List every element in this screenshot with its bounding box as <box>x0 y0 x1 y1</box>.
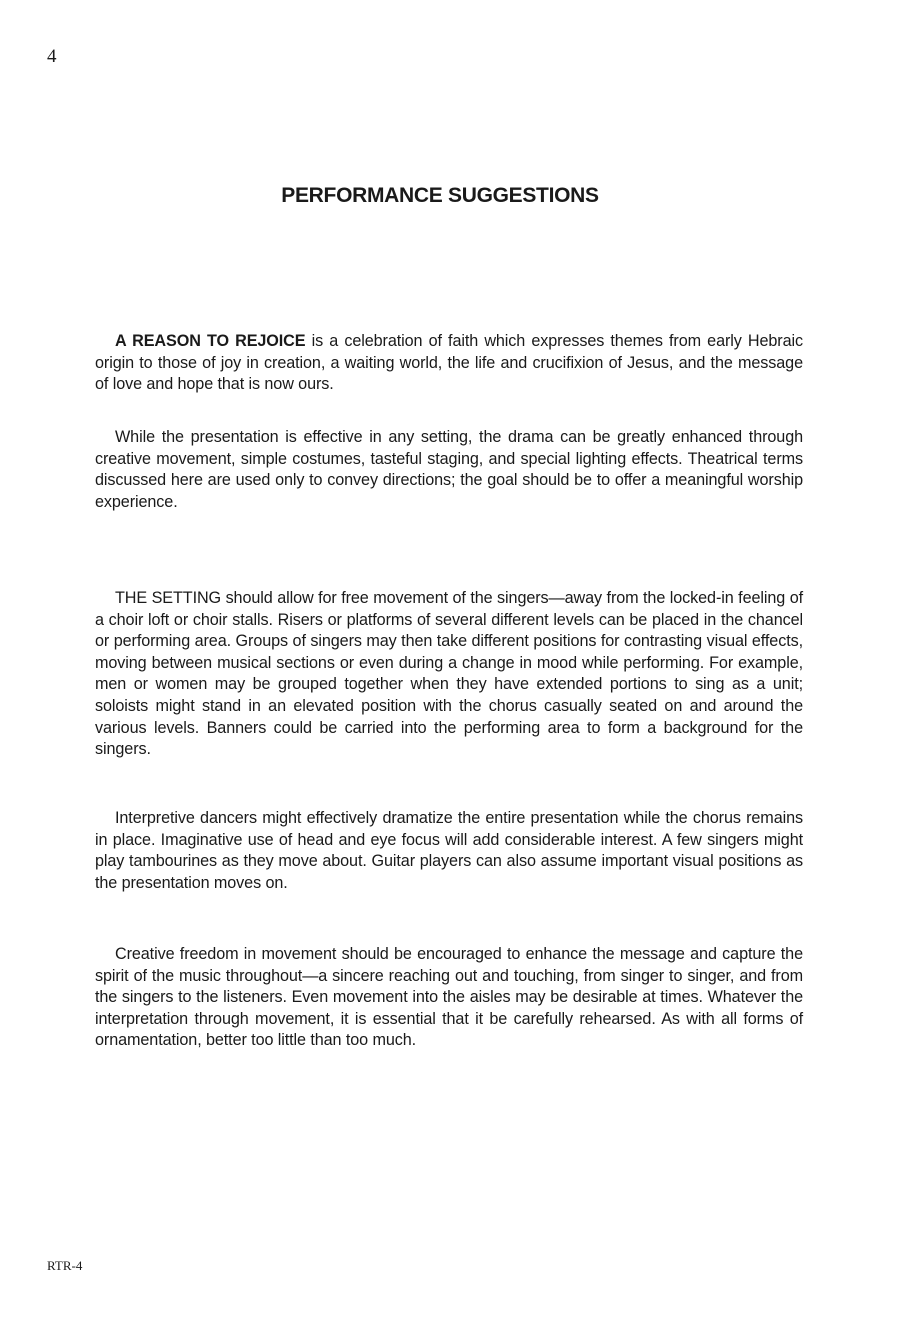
page-title: PERFORMANCE SUGGESTIONS <box>281 184 599 207</box>
footer-code: RTR-4 <box>47 1258 83 1273</box>
setting-paragraph: THE SETTING should allow for free movement of the singers—away from the locked-in feeling of a choir loft or choir stalls. Risers or platforms of several different levels can be placed in the chancel or performing area. Groups of singers may then take different positions for contrasting visual effects, moving between musical sections or even during a change in mood while performing. For example, men or women may be grouped together when they have extended portions to sing as a unit; soloists might stand in an elevated position with the chorus casually seated on and around the various levels. Banners could be carried into the performing area to form a background for the singers. <box>95 589 803 759</box>
presentation-paragraph: While the presentation is effective in any setting, the drama can be greatly enhanced through creative movement, simple costumes, tasteful staging, and special lighting effects. Theatrical terms discussed here are used only to convey directions; the goal should be to offer a meaningful worship experience. <box>95 428 803 511</box>
freedom-paragraph: Creative freedom in movement should be encouraged to enhance the message and capture the spirit of the music throughout—a sincere reaching out and touching, from singer to singer, and from the singers to the listeners. Even movement into the aisles may be desirable at times. Whatever the interpretation through movement, it is essential that it be carefully rehearsed. As with all forms of ornamentation, better too little than too much. <box>95 945 803 1050</box>
intro-paragraph <box>95 331 803 396</box>
page-number: 4 <box>47 46 57 67</box>
intro-text: is a celebration of faith which expresses themes from early Hebraic origin to those of joy in creation, a waiting world, the life and crucifixion of Jesus, and the message of love and hope that is now ours. <box>95 332 803 394</box>
intro-lead-title: A REASON TO REJOICE <box>115 332 306 350</box>
dancers-paragraph: Interpretive dancers might effectively dramatize the entire presentation while the chorus remains in place. Imaginative use of head and eye focus will add considerable interest. A few singers might play tambourines as they move about. Guitar players can also assume important visual positions as the presentation moves on. <box>95 809 803 892</box>
